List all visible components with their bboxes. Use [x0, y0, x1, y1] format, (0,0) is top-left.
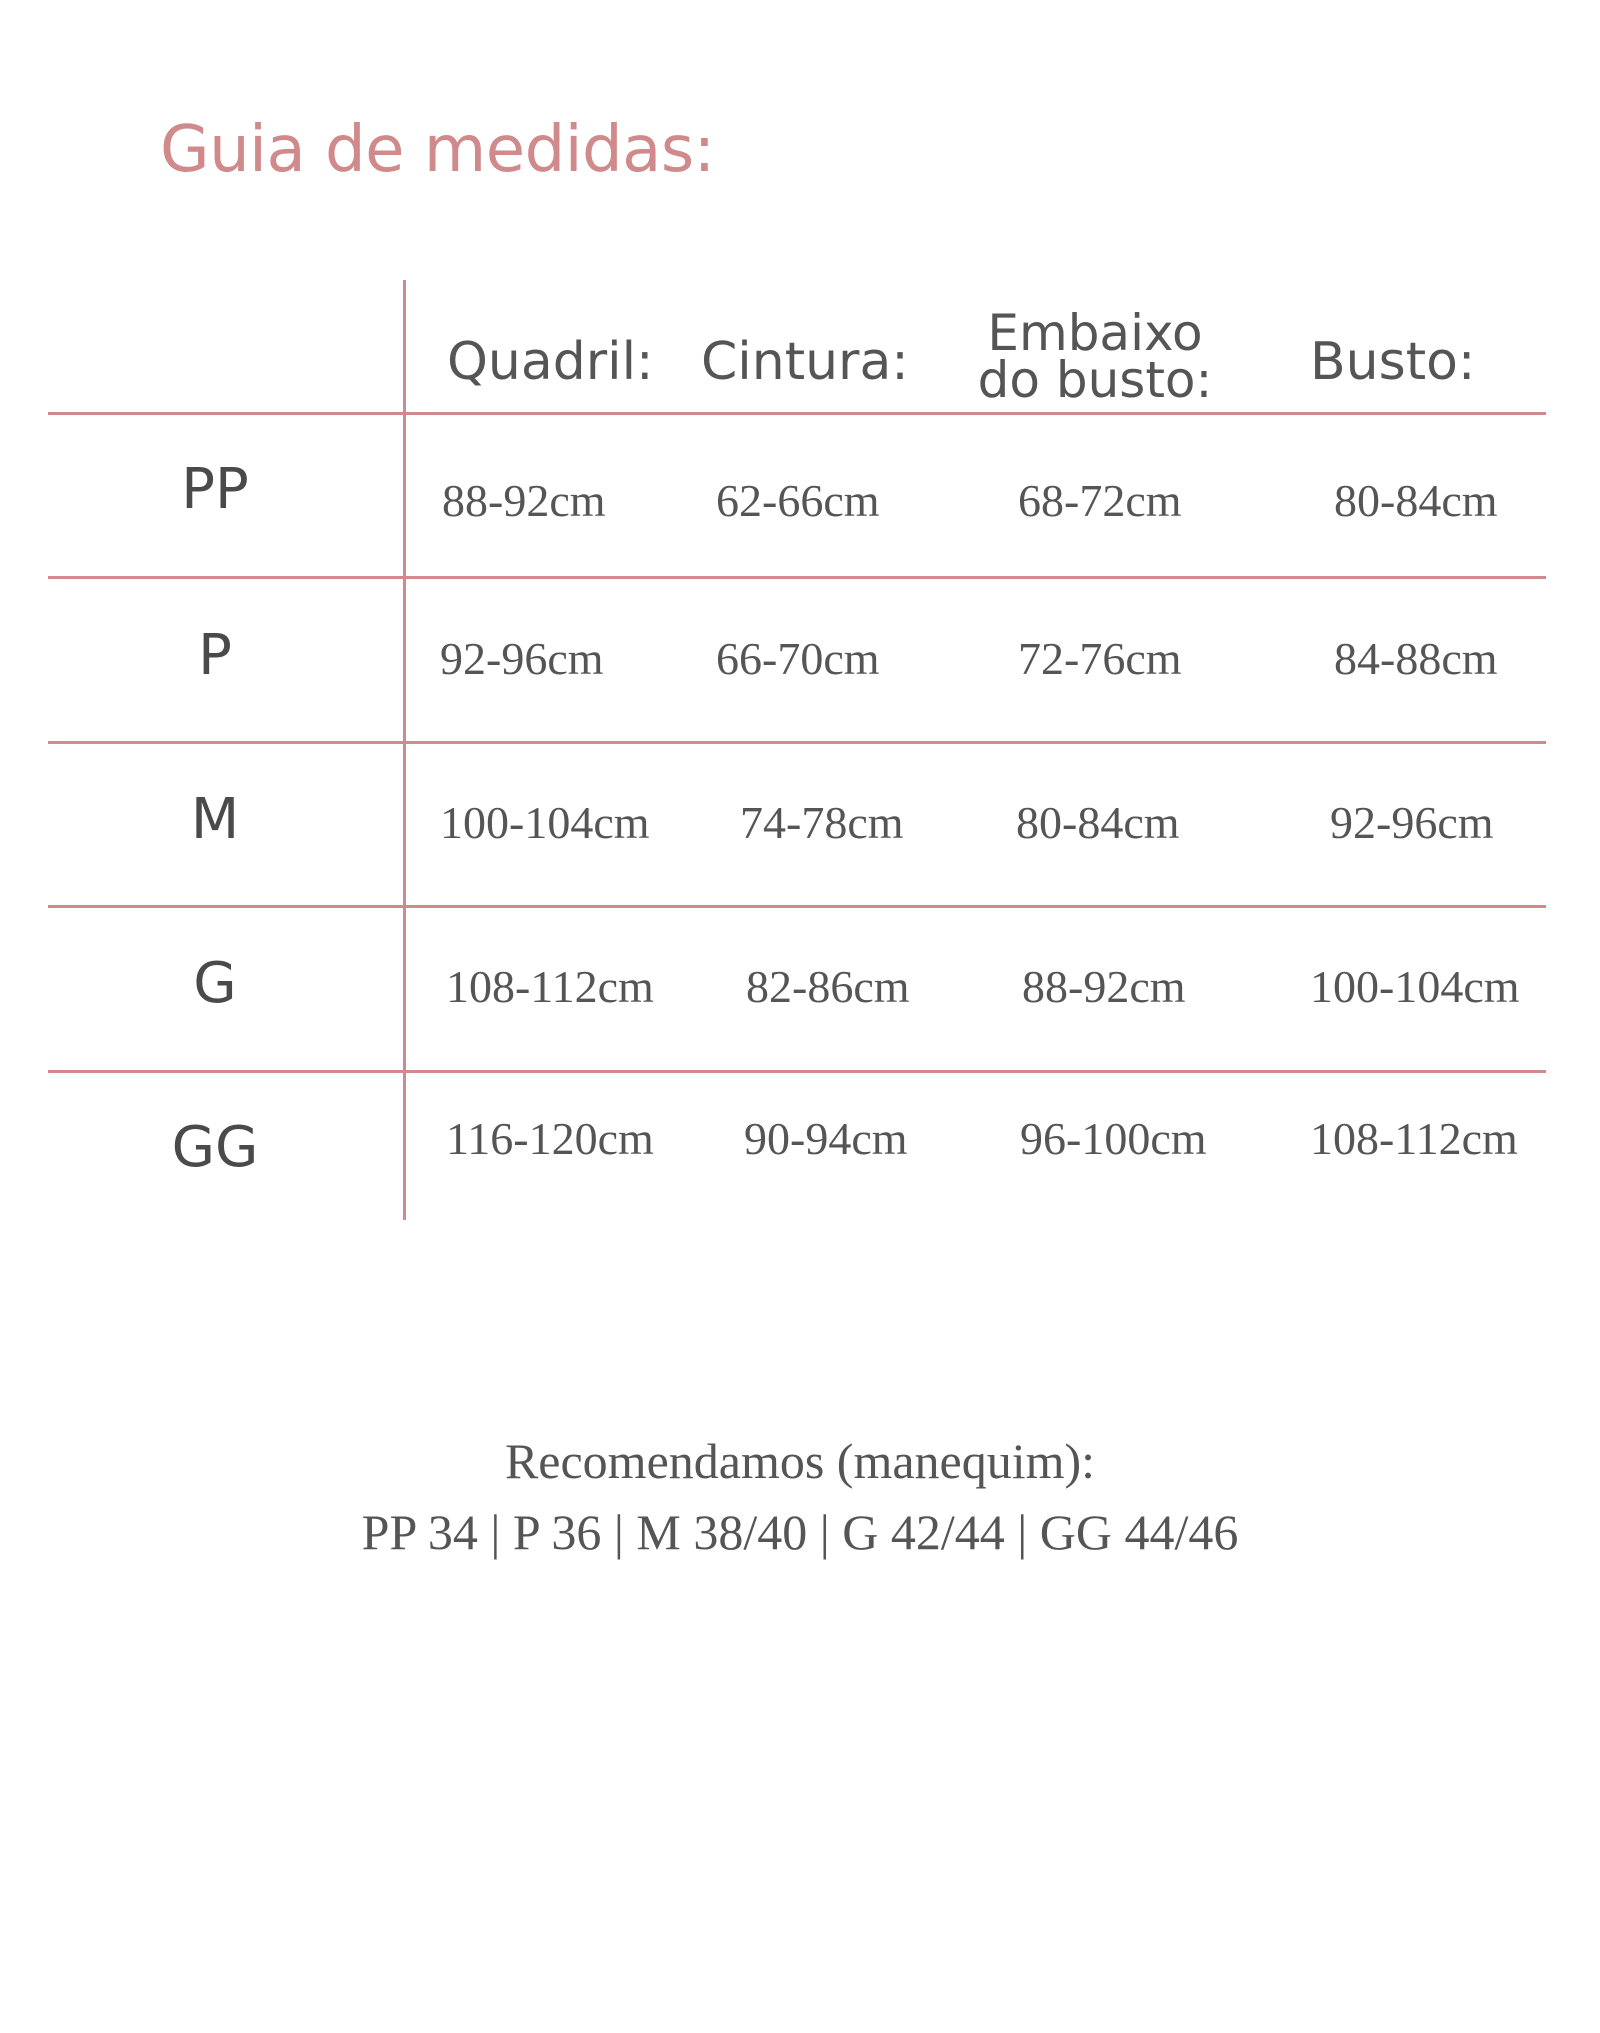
table-row-divider: [48, 576, 1546, 579]
cell-gg-quadril: 116-120cm: [446, 1113, 654, 1164]
table-row-divider: [48, 412, 1546, 415]
cell-g-quadril: 108-112cm: [446, 961, 654, 1012]
cell-p-busto: 84-88cm: [1334, 633, 1498, 684]
cell-gg-busto: 108-112cm: [1310, 1113, 1518, 1164]
recommendation-title: Recomendamos (manequim):: [504, 1433, 1096, 1489]
cell-g-embaixo: 88-92cm: [1022, 961, 1186, 1012]
cell-pp-cintura: 62-66cm: [716, 475, 880, 526]
size-label-gg: GG: [171, 1115, 259, 1180]
header-quadril: Quadril:: [447, 332, 654, 392]
page-title: Guia de medidas:: [160, 113, 715, 187]
recommendation-sizes: PP 34 | P 36 | M 38/40 | G 42/44 | GG 44/46: [361, 1504, 1239, 1560]
header-busto: Busto:: [1310, 332, 1476, 392]
table-row-divider: [48, 905, 1546, 908]
size-label-p: P: [198, 623, 232, 688]
cell-m-cintura: 74-78cm: [740, 797, 904, 848]
cell-g-busto: 100-104cm: [1310, 961, 1520, 1012]
table-row-divider: [48, 741, 1546, 744]
cell-p-quadril: 92-96cm: [440, 633, 604, 684]
header-embaixo-line-2: do busto:: [977, 351, 1213, 409]
cell-g-cintura: 82-86cm: [746, 961, 910, 1012]
cell-gg-cintura: 90-94cm: [744, 1113, 908, 1164]
cell-gg-embaixo: 96-100cm: [1020, 1113, 1207, 1164]
table-row-divider: [48, 1070, 1546, 1073]
cell-pp-busto: 80-84cm: [1334, 475, 1498, 526]
cell-p-cintura: 66-70cm: [716, 633, 880, 684]
header-embaixo-do-busto: [970, 304, 1220, 409]
table-vertical-divider: [403, 280, 406, 1220]
header-embaixo-line-1: Embaixo: [987, 304, 1203, 362]
cell-pp-quadril: 88-92cm: [442, 475, 606, 526]
size-label-g: G: [193, 951, 237, 1016]
cell-m-quadril: 100-104cm: [440, 797, 650, 848]
header-cintura: Cintura:: [701, 332, 909, 392]
cell-m-busto: 92-96cm: [1330, 797, 1494, 848]
cell-m-embaixo: 80-84cm: [1016, 797, 1180, 848]
size-label-m: M: [190, 787, 240, 852]
size-label-pp: PP: [181, 457, 249, 522]
cell-p-embaixo: 72-76cm: [1018, 633, 1182, 684]
cell-pp-embaixo: 68-72cm: [1018, 475, 1182, 526]
